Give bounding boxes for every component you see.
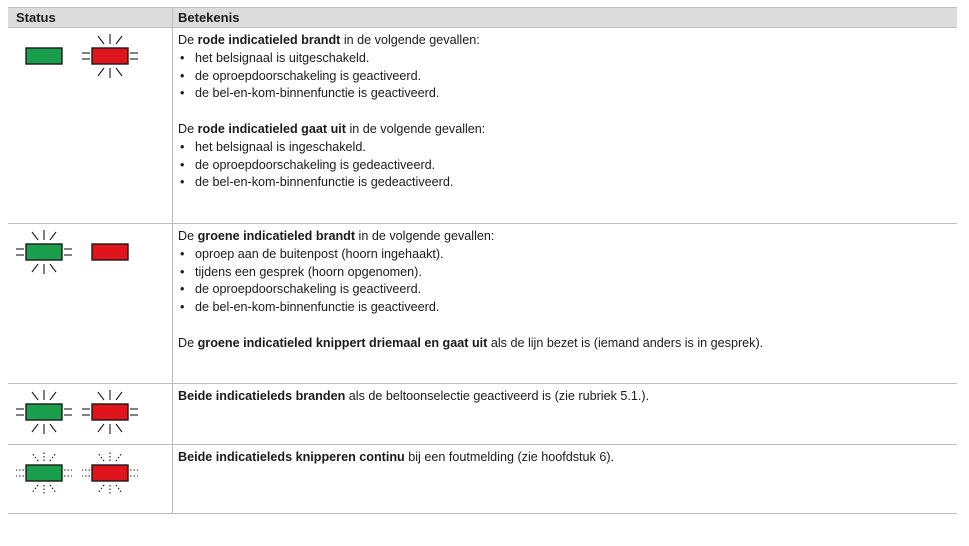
- red-led-on-icon: [78, 32, 142, 80]
- intro-text: bij een foutmelding (zie hoofdstuk 6).: [404, 450, 615, 464]
- intro-text: in de volgende gevallen:: [340, 33, 480, 47]
- header-status: Status: [8, 8, 173, 28]
- intro-text: De: [178, 229, 198, 243]
- intro-text: De: [178, 335, 198, 350]
- red-led-off-icon: [78, 228, 142, 276]
- intro-text: als de beltoonselectie geactiveerd is (zie rubriek 5.1.).: [345, 389, 650, 403]
- intro-text: als de lijn bezet is (iemand anders is in gesprek).: [487, 335, 764, 350]
- red-led-blink-icon: [78, 449, 142, 497]
- green-led-on-icon: [12, 388, 76, 436]
- condition-list: [178, 139, 957, 192]
- list-item: • de bel-en-kom-binnenfunctie is geactiveerd.: [178, 299, 957, 317]
- meaning-cell: [173, 384, 958, 445]
- meaning-intro: [178, 228, 957, 246]
- meaning-intro: [178, 32, 957, 50]
- meaning-cell: [173, 28, 958, 224]
- list-item: • de oproepdoorschakeling is gedeactiveerd.: [178, 157, 957, 175]
- meaning-intro: [178, 335, 957, 353]
- table-header-row: [8, 8, 957, 28]
- green-led-off-icon: [12, 32, 76, 80]
- list-item: • oproep aan de buitenpost (hoorn ingehaakt).: [178, 246, 957, 264]
- table-row: [8, 224, 957, 384]
- list-item: • de oproepdoorschakeling is geactiveerd.: [178, 68, 957, 86]
- list-item: • de oproepdoorschakeling is geactiveerd.: [178, 281, 957, 299]
- status-cell: [8, 445, 173, 514]
- intro-text: in de volgende gevallen:: [345, 121, 486, 136]
- meaning-intro: [178, 121, 957, 139]
- meaning-cell: [173, 445, 958, 514]
- table-row: [8, 384, 957, 445]
- intro-bold-text: Beide indicatieleds branden: [178, 389, 346, 403]
- green-led-on-icon: [12, 228, 76, 276]
- list-item: • het belsignaal is ingeschakeld.: [178, 139, 957, 157]
- led-status-table: [8, 7, 957, 514]
- meaning-intro: [178, 388, 957, 406]
- table-row: [8, 445, 957, 514]
- list-item: • de bel-en-kom-binnenfunctie is gedeactiveerd.: [178, 174, 957, 192]
- intro-bold-text: groene indicatieled brandt: [197, 229, 356, 243]
- condition-list: [178, 246, 957, 317]
- intro-text: in de volgende gevallen:: [355, 229, 495, 243]
- status-cell: [8, 384, 173, 445]
- intro-bold-text: Beide indicatieleds knipperen continu: [178, 450, 405, 464]
- table-row: [8, 28, 957, 224]
- status-cell: [8, 28, 173, 224]
- green-led-blink-icon: [12, 449, 76, 497]
- meaning-cell: [173, 224, 958, 384]
- list-item: • het belsignaal is uitgeschakeld.: [178, 50, 957, 68]
- intro-bold-text: groene indicatieled knippert driemaal en gaat uit: [197, 335, 488, 350]
- intro-bold-text: rode indicatieled gaat uit: [197, 121, 346, 136]
- intro-bold-text: rode indicatieled brandt: [197, 33, 341, 47]
- status-cell: [8, 224, 173, 384]
- meaning-intro: [178, 449, 957, 467]
- red-led-on-icon: [78, 388, 142, 436]
- list-item: • tijdens een gesprek (hoorn opgenomen).: [178, 264, 957, 282]
- intro-text: De: [178, 33, 198, 47]
- list-item: • de bel-en-kom-binnenfunctie is geactiveerd.: [178, 85, 957, 103]
- header-meaning: Betekenis: [173, 8, 958, 28]
- intro-text: De: [178, 121, 198, 136]
- condition-list: [178, 50, 957, 103]
